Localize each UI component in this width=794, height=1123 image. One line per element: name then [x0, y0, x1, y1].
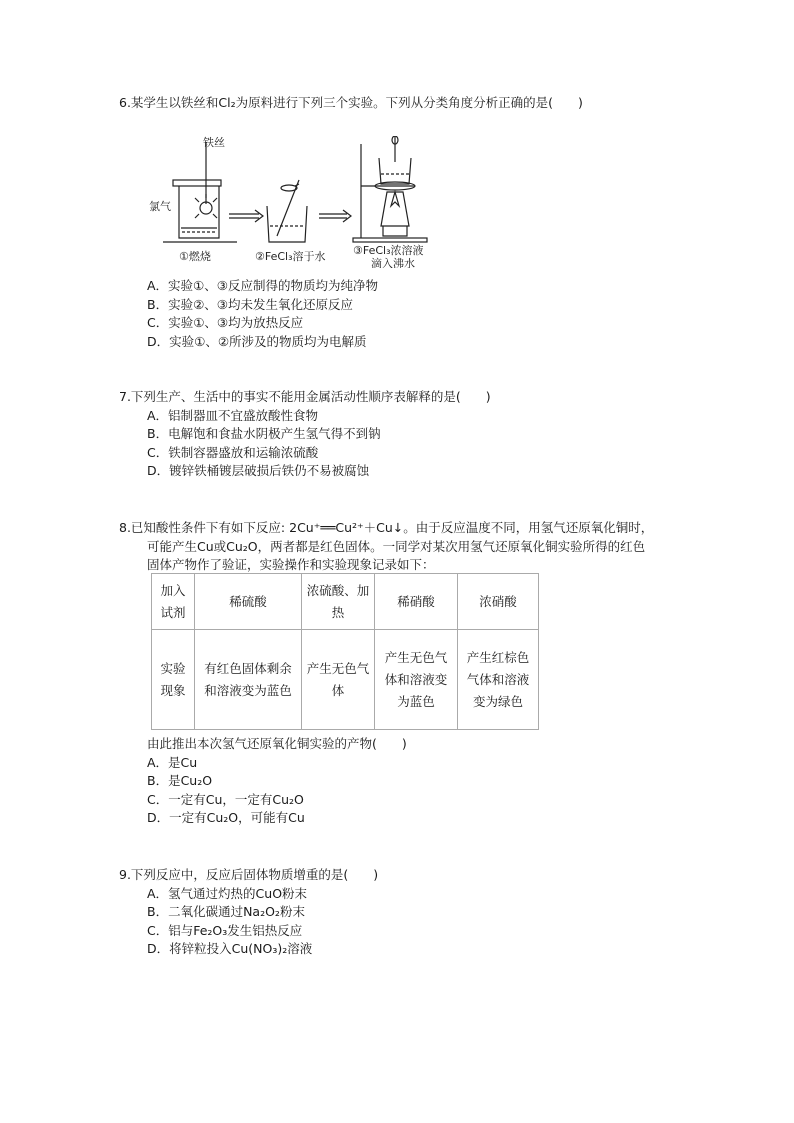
question-8-continuation: [147, 735, 407, 828]
question-9: [119, 866, 378, 959]
option-a[interactable]: A．实验①、③反应制得的物质均为纯净物: [147, 278, 378, 293]
label-chlorine: 氯气: [149, 200, 171, 213]
iron-stand-burner-diagram: [353, 136, 427, 242]
table-cell: 有红色固体剩余和溶液变为蓝色: [195, 630, 302, 730]
question-8-stem-line-2: 可能产生Cu或Cu₂O，两者都是红色固体。一同学对某次用氢气还原氧化铜实验所得的红色: [147, 538, 646, 554]
experiment-results-table: [151, 573, 539, 730]
option-b[interactable]: B．是Cu₂O: [147, 773, 213, 788]
option-d[interactable]: D．将锌粒投入Cu(NO₃)₂溶液: [147, 941, 313, 956]
table-cell: 实验现象: [152, 630, 195, 730]
option-a[interactable]: A．是Cu: [147, 754, 198, 770]
question-6-stem: 6.某学生以铁丝和Cl₂为原料进行下列三个实验。下列从分类角度分析正确的是( ): [119, 95, 583, 110]
beaker-diagram: [267, 180, 307, 242]
option-d[interactable]: D．一定有Cu₂O，可能有Cu: [147, 810, 305, 825]
option-c[interactable]: C．实验①、③均为放热反应: [147, 315, 304, 330]
option-b[interactable]: B．电解饱和食盐水阴极产生氢气得不到钠: [147, 426, 381, 441]
question-6: [119, 94, 583, 349]
caption-experiment-2: ②FeCl₃溶于水: [255, 250, 326, 263]
option-d[interactable]: D．实验①、②所涉及的物质均为电解质: [147, 333, 367, 349]
option-c[interactable]: C．铝与Fe₂O₃发生铝热反应: [147, 922, 303, 938]
option-d[interactable]: D．镀锌铁桶镀层破损后铁仍不易被腐蚀: [147, 463, 370, 478]
table-row: [152, 574, 539, 630]
option-a[interactable]: A．氢气通过灼热的CuO粉末: [147, 885, 308, 901]
table-cell: 产生无色气体: [302, 630, 375, 730]
option-a[interactable]: A．铝制器皿不宜盛放酸性食物: [147, 407, 319, 423]
experiment-apparatus-figure: [149, 136, 469, 268]
table-cell: 产生无色气体和溶液变为蓝色: [375, 630, 458, 730]
label-iron-wire: 铁丝: [203, 136, 225, 149]
question-6-options: [119, 277, 378, 351]
question-8-prompt: 由此推出本次氢气还原氧化铜实验的产物( ): [147, 736, 407, 751]
option-b[interactable]: B．实验②、③均未发生氧化还原反应: [147, 296, 353, 312]
table-header-cell: 加入试剂: [152, 574, 195, 630]
option-c[interactable]: C．铁制容器盛放和运输浓硫酸: [147, 444, 319, 460]
arrow-icon: [229, 210, 263, 222]
question-8-stem-line-1: 8.已知酸性条件下有如下反应: 2Cu⁺══Cu²⁺＋Cu↓。由于反应温度不同，用氢气还原氧化铜时，: [119, 520, 654, 535]
arrow-icon: [319, 210, 351, 222]
caption-experiment-3b: 滴入沸水: [371, 257, 415, 268]
question-8-stem-line-3: 固体产物作了验证，实验操作和实验现象记录如下：: [147, 557, 435, 572]
option-b[interactable]: B．二氧化碳通过Na₂O₂粉末: [147, 904, 305, 919]
table-cell: 产生红棕色气体和溶液变为绿色: [458, 630, 539, 730]
question-8: [119, 519, 653, 575]
table-header-cell: 稀硫酸: [195, 574, 302, 630]
question-9-stem: 9.下列反应中，反应后固体物质增重的是( ): [119, 867, 379, 882]
caption-experiment-1: ①燃烧: [179, 250, 211, 263]
gas-jar-diagram: [163, 142, 237, 242]
table-row: [152, 630, 539, 730]
question-7: [119, 388, 491, 481]
table-header-cell: 浓硝酸: [458, 574, 539, 630]
option-c[interactable]: C．一定有Cu，一定有Cu₂O: [147, 791, 304, 807]
question-7-stem: 7.下列生产、生活中的事实不能用金属活动性顺序表解释的是( ): [119, 389, 491, 404]
caption-experiment-3a: ③FeCl₃浓溶液: [353, 244, 424, 257]
table-header-cell: 浓硫酸、加热: [302, 574, 375, 630]
table-header-cell: 稀硝酸: [375, 574, 458, 630]
